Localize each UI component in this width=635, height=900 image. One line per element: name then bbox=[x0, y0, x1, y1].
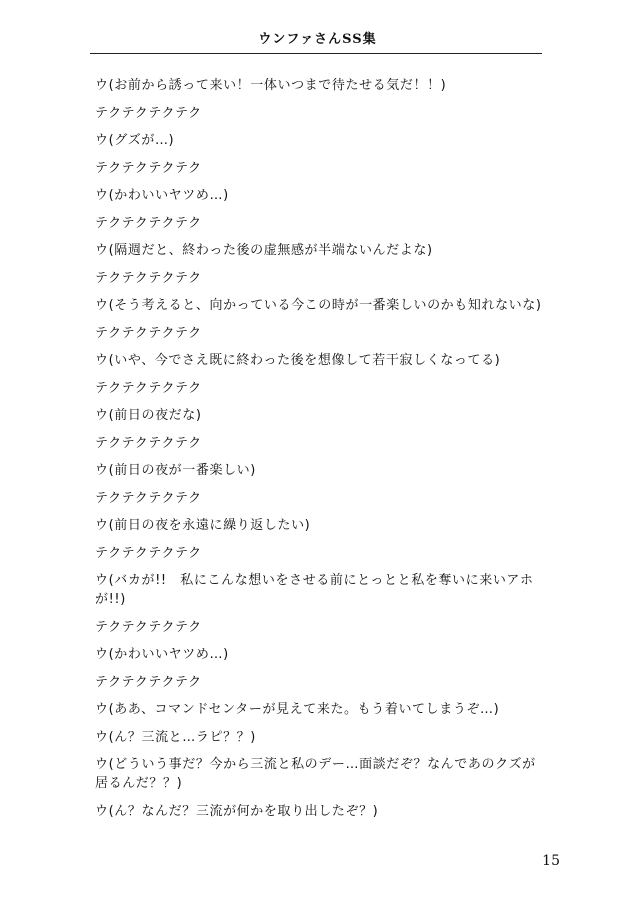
text-line: ウ(お前から誘って来い！一体いつまで待たせる気だ！！) bbox=[95, 78, 447, 93]
text-line: ウ(バカが!! 私にこんな想いをさせる前にとっとと私を奪いに来いアホが!!) bbox=[95, 573, 534, 607]
text-line: ウ(前日の夜が一番楽しい) bbox=[95, 463, 256, 478]
body-text bbox=[95, 76, 545, 829]
text-line: テクテクテクテク bbox=[95, 380, 202, 396]
text-line: ウ(どういう事だ？今から三流と私のデー…面談だぞ？なんであのクズが居るんだ？？) bbox=[95, 757, 536, 791]
text-line: ウ(ああ、コマンドセンターが見えて来た。もう着いてしまうぞ…) bbox=[95, 702, 500, 717]
text-line: ウ(グズが…) bbox=[95, 133, 175, 148]
text-line: テクテクテクテク bbox=[95, 545, 202, 561]
text-line: テクテクテクテク bbox=[95, 270, 202, 286]
text-line: テクテクテクテク bbox=[95, 674, 202, 690]
text-line: ウ(ん？三流と…ラピ？？) bbox=[95, 729, 256, 745]
text-line: テクテクテクテク bbox=[95, 105, 202, 121]
text-line: テクテクテクテク bbox=[95, 435, 202, 451]
text-line: テクテクテクテク bbox=[95, 160, 202, 176]
text-line: テクテクテクテク bbox=[95, 490, 202, 506]
text-line: ウ(ん？なんだ？三流が何かを取り出したぞ？) bbox=[95, 803, 379, 819]
text-line: ウ(隔週だと、終わった後の虚無感が半端ないんだよな) bbox=[95, 243, 433, 258]
text-line: ウ(いや、今でさえ既に終わった後を想像して若干寂しくなってる) bbox=[95, 353, 501, 368]
text-line: テクテクテクテク bbox=[95, 215, 202, 231]
text-line: ウ(前日の夜を永遠に繰り返したい) bbox=[95, 518, 311, 533]
text-line: テクテクテクテク bbox=[95, 325, 202, 341]
page-number: 15 bbox=[542, 853, 560, 869]
page-header-title: ウンファさんSS集 bbox=[258, 32, 377, 47]
text-line: ウ(かわいいヤツめ…) bbox=[95, 647, 229, 662]
text-line: ウ(前日の夜だな) bbox=[95, 408, 202, 423]
text-line: ウ(かわいいヤツめ…) bbox=[95, 188, 229, 203]
header-divider bbox=[90, 53, 542, 54]
text-line: ウ(そう考えると、向かっている今この時が一番楽しいのかも知れないな) bbox=[95, 298, 542, 313]
text-line: テクテクテクテク bbox=[95, 619, 202, 635]
